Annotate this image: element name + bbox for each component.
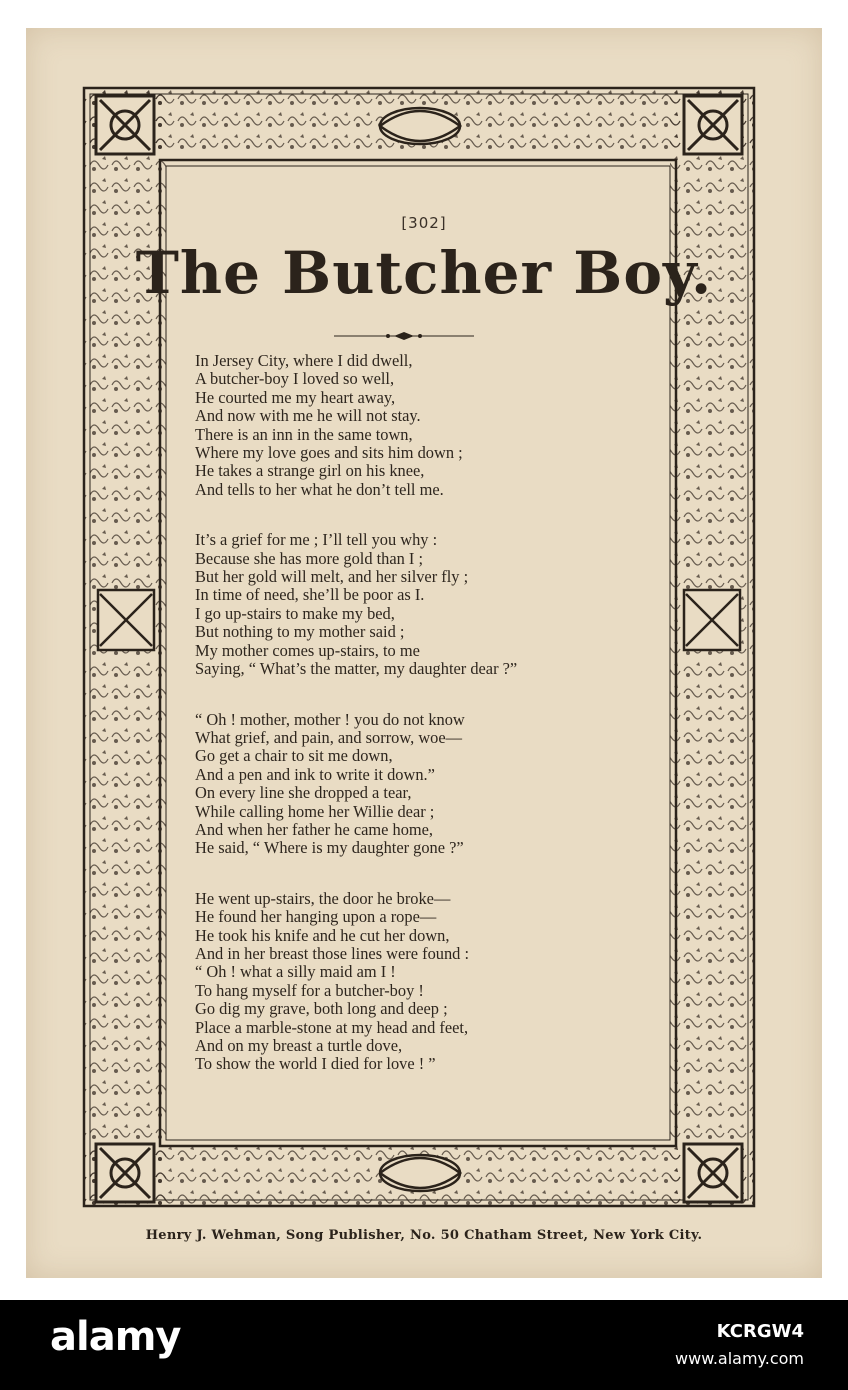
lyric-line: Where my love goes and sits him down ; (195, 443, 463, 463)
lyric-line: Place a marble-stone at my head and feet, (195, 1017, 469, 1037)
lyric-line: He took his knife and he cut her down, (195, 925, 450, 945)
lyric-line: “ Oh ! what a silly maid am I ! (195, 962, 396, 982)
lyric-line: And on my breast a turtle dove, (195, 1036, 403, 1055)
song-lyrics (195, 352, 665, 1106)
lyric-line: And a pen and ink to write it down.” (195, 764, 435, 784)
publisher-imprint: Henry J. Wehman, Song Publisher, No. 50 Chatham Street, New York City. (145, 1228, 703, 1243)
lyric-line: Go get a chair to sit me down, (195, 746, 393, 766)
lyric-line: He said, “ Where is my daughter gone ?” (195, 838, 464, 858)
title-divider (334, 330, 474, 342)
lyric-line: On every line she dropped a tear, (195, 783, 412, 803)
watermark-logo: alamy (50, 1314, 181, 1360)
lyric-line: And when her father he came home, (195, 819, 434, 839)
watermark-url: www.alamy.com (675, 1349, 804, 1368)
lyric-line: In time of need, she’ll be poor as I. (195, 585, 425, 605)
stanza (195, 711, 665, 858)
catalog-number: [302] (401, 214, 447, 232)
lyric-line: A butcher-boy I loved so well, (195, 369, 395, 389)
lyric-line: Saying, “ What’s the matter, my daughter dear ?” (195, 659, 518, 679)
lyric-line: And tells to her what he don’t tell me. (195, 479, 444, 499)
lyric-line: “ Oh ! mother, mother ! you do not know (195, 709, 465, 729)
lyric-line: What grief, and pain, and sorrow, woe— (195, 727, 463, 747)
lyric-line: To hang myself for a butcher-boy ! (195, 980, 424, 1000)
stanza (195, 531, 665, 678)
lyric-line: But nothing to my mother said ; (195, 622, 405, 642)
lyric-line: My mother comes up-stairs, to me (195, 640, 420, 660)
lyric-line: While calling home her Willie dear ; (195, 801, 435, 821)
stanza (195, 352, 665, 499)
song-title: The Butcher Boy. (135, 239, 713, 307)
lyric-line: There is an inn in the same town, (195, 424, 413, 444)
lyric-line: But her gold will melt, and her silver fly ; (195, 567, 469, 587)
lyric-line: He courted me my heart away, (195, 387, 396, 407)
lyric-line: He found her hanging upon a rope— (195, 907, 437, 927)
stanza (195, 890, 665, 1074)
lyric-line: He takes a strange girl on his knee, (195, 461, 425, 481)
lyric-line: Because she has more gold than I ; (195, 548, 424, 568)
lyric-line: To show the world I died for love ! ” (195, 1054, 436, 1074)
lyric-line: Go dig my grave, both long and deep ; (195, 999, 448, 1019)
lyric-line: And in her breast those lines were found : (195, 943, 470, 963)
lyric-line: And now with me he will not stay. (195, 406, 421, 426)
watermark-image-id: KCRGW4 (716, 1321, 804, 1342)
lyric-line: He went up-stairs, the door he broke— (195, 888, 451, 908)
lyric-line: It’s a grief for me ; I’ll tell you why : (195, 530, 438, 550)
lyric-line: In Jersey City, where I did dwell, (195, 351, 413, 370)
lyric-line: I go up-stairs to make my bed, (195, 603, 395, 623)
